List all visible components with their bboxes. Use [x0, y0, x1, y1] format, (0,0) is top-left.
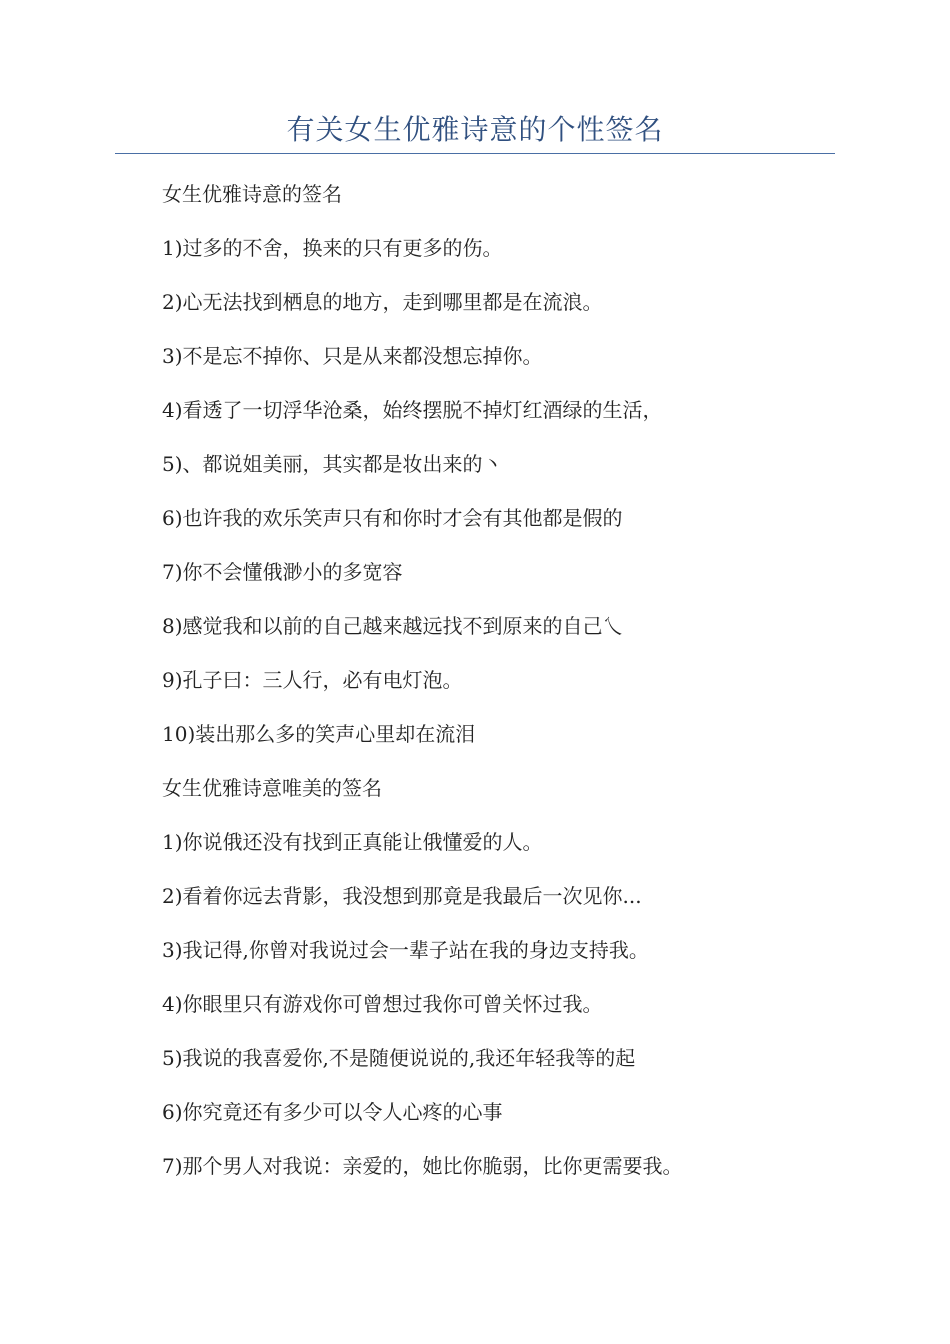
list-item: 6)你究竟还有多少可以令人心疼的心事 — [162, 1100, 503, 1124]
document-body — [162, 172, 842, 1198]
list-item: 3)我记得,你曾对我说过会一辈子站在我的身边支持我。 — [162, 938, 649, 962]
list-item: 4)你眼里只有游戏你可曾想过我你可曾关怀过我。 — [162, 992, 603, 1016]
page-title: 有关女生优雅诗意的个性签名 — [286, 113, 664, 146]
list-item: 7)你不会懂俄渺小的多宽容 — [162, 560, 403, 584]
title-underline — [115, 153, 835, 154]
list-item: 3)不是忘不掉你、只是从来都没想忘掉你。 — [162, 344, 543, 368]
list-item: 2)心无法找到栖息的地方，走到哪里都是在流浪。 — [162, 290, 603, 314]
list-item: 1)过多的不舍，换来的只有更多的伤。 — [162, 236, 503, 260]
list-item: 6)也许我的欢乐笑声只有和你时才会有其他都是假的 — [162, 506, 623, 530]
list-item: 9)孔子曰：三人行，必有电灯泡。 — [162, 668, 463, 692]
list-item: 2)看着你远去背影，我没想到那竟是我最后一次见你... — [162, 884, 642, 908]
list-item: 10)装出那么多的笑声心里却在流泪 — [162, 722, 476, 746]
list-item: 1)你说俄还没有找到正真能让俄懂爱的人。 — [162, 830, 543, 854]
list-item: 4)看透了一切浮华沧桑，始终摆脱不掉灯红酒绿的生活， — [162, 398, 663, 422]
list-item: 5)、都说姐美丽，其实都是妆出来的丶 — [162, 452, 503, 476]
list-item: 7)那个男人对我说：亲爱的，她比你脆弱，比你更需要我。 — [162, 1154, 683, 1178]
list-item: 5)我说的我喜爱你,不是随便说说的,我还年轻我等的起 — [162, 1046, 636, 1070]
section-heading: 女生优雅诗意唯美的签名 — [162, 776, 382, 800]
section-heading: 女生优雅诗意的签名 — [162, 182, 342, 206]
list-item: 8)感觉我和以前的自己越来越远找不到原来的自己乀 — [162, 614, 623, 638]
